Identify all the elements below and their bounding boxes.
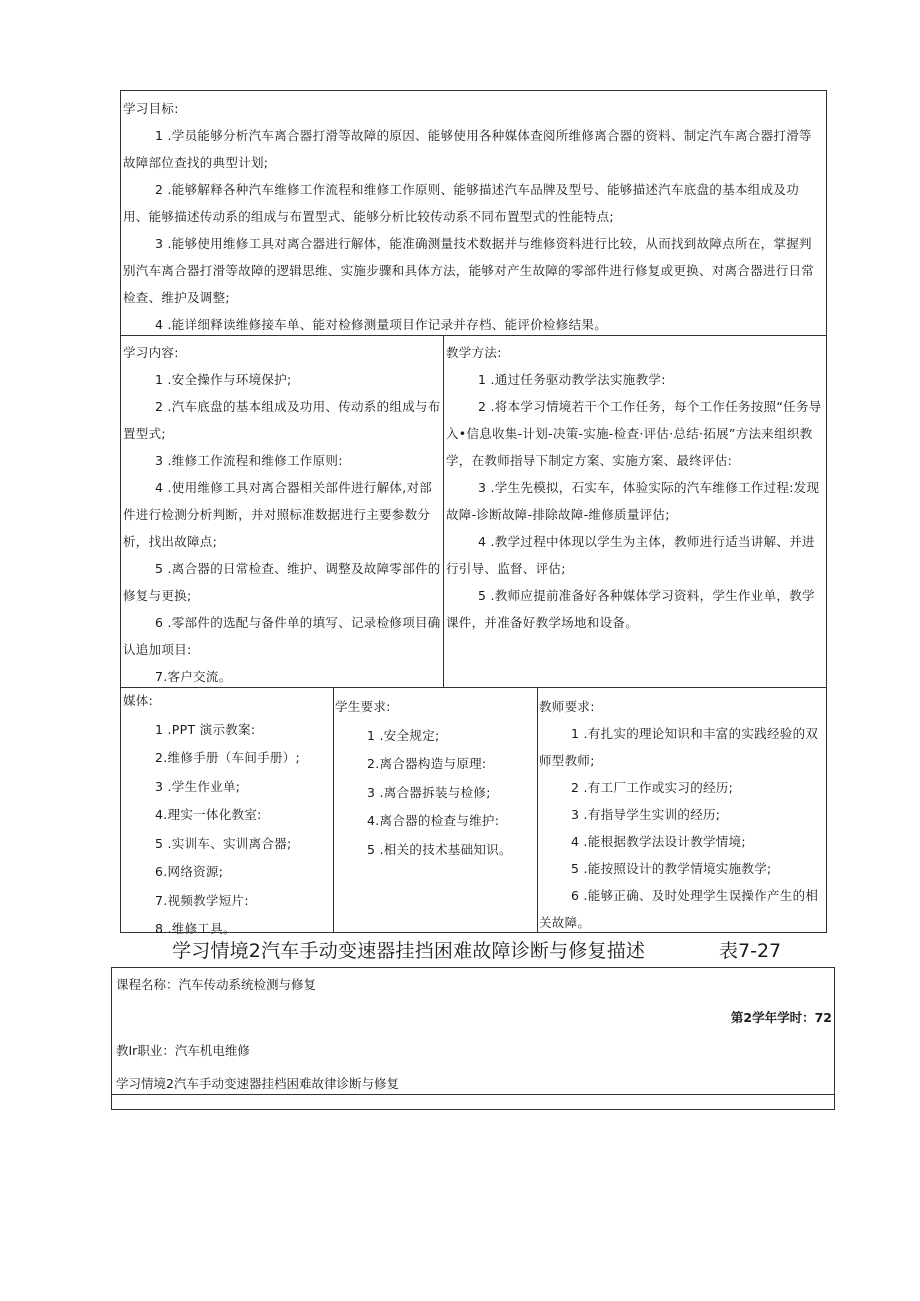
content-item: 2 .汽车底盘的基本组成及功用、传动系的组成与布置型式; [123,399,441,441]
media-item: 5 .实训车、实训离合器; [155,835,292,851]
teacher-item: 2 .有工厂工作或实习的经历; [571,780,734,795]
content-item: 1 .安全操作与环境保护; [155,372,292,387]
teacher-heading: 教师要求: [539,699,595,714]
media-item: 6.网络资源; [155,864,224,879]
media-cell [123,687,331,944]
objective-item: 4 .能详细释读维修接车单、能对检修测量项目作记录并存档、能评价检修结果。 [155,317,608,332]
learning-content-cell [123,339,441,690]
col-divider [443,335,444,687]
objective-item: 1 .学员能够分析汽车离合器打滑等故障的原因、能够使用各种媒体查阅所维修离合器的资料、制定汽车离合器打滑等故障部位查找的典型计划; [123,128,812,170]
media-heading: 媒体: [123,693,154,708]
table-number: 表7-27 [719,940,782,962]
objectives-heading: 学习目标: [123,101,179,116]
content-item: 4 .使用维修工具对离合器相关部件进行解体,对部件进行检测分析判断，并对照标准数据进行主要参数分析，找出故障点; [123,480,433,549]
media-item: 1 .PPT 演示教案: [155,721,256,737]
row-divider [112,1094,834,1095]
student-item: 5 .相关的技术基础知识。 [367,841,512,857]
student-heading: 学生要求: [335,699,391,714]
year-hours: 第2学年学时：72 [730,1010,832,1025]
teacher-item: 1 .有扎实的理论知识和丰富的实践经验的双师型教师; [539,726,819,768]
student-item: 1 .安全规定; [367,727,440,743]
course-description-table [120,90,827,936]
media-item: 7.视频教学短片: [155,892,249,908]
method-item: 3 .学生先模拟，石实车，体验实际的汽车维修工作过程:发现故障-诊断故障-排除故障-维修质量评估; [446,480,820,522]
objective-item: 2 .能够解释各种汽车维修工作流程和维修工作原则、能够描述汽车品牌及型号、能够描述汽车底盘的基本组成及功用、能够描述传动系的组成与布置型式、能够分析比较传动系不同布置型式的性能特点; [123,182,800,224]
teaching-methods-cell [446,339,824,636]
media-item: 8 .维修工具。 [155,921,236,936]
teacher-item: 5 .能按照设计的教学情境实施教学; [571,861,772,876]
method-item: 2 .将本学习情境若干个工作任务，每个工作任务按照“任务导入•信息收集-计划-决策-实施-检查·评估·总结·拓展”方法来组织教学，在教师指导下制定方案、实施方案、最终评估: [446,399,822,468]
course-name: 课程名称：汽车传动系统检测与修复 [116,977,317,992]
media-item: 2.维修手册（车间手册）; [155,750,301,765]
content-item: 7.客户交流。 [155,669,232,684]
method-item: 5 .教师应提前准备好各种媒体学习资料，学生作业单，教学课件，并准备好教学场地和设备。 [446,588,815,630]
col-divider [537,687,538,932]
learning-situation: 学习情境2汽车手动变速器挂档困难故律诊断与修复 [116,1076,399,1091]
method-item: 4 .教学过程中体现以学生为主体，教师进行适当讲解、并进行引导、监督、评估; [446,534,815,576]
content-heading: 学习内容: [123,345,179,360]
course-info-table [111,967,835,1110]
student-item: 2.离合器构造与原理: [367,756,487,771]
media-item: 3 .学生作业单; [155,778,241,794]
student-item: 4.离合器的检查与维护: [367,813,500,828]
media-item: 4.理实一体化教室: [155,807,262,822]
student-item: 3 .离合器拆装与检修; [367,784,491,800]
teacher-item: 3 .有指导学生实训的经历; [571,807,721,822]
method-item: 1 .通过任务驱动教学法实施教学: [478,372,666,387]
content-item: 6 .零部件的选配与备件单的填写、记录检修项目确认追加项目: [123,615,441,657]
content-item: 5 .离合器的日常检查、维护、调整及故障零部件的修复与更换; [123,561,441,603]
teacher-item: 4 .能根据教学法设计教学情境; [571,834,746,849]
table-caption: 学习情境2汽车手动变速器挂挡困难故障诊断与修复描述 [172,940,646,962]
teacher-requirements-cell [539,693,825,936]
learning-objectives-cell [123,95,823,338]
methods-heading: 教学方法: [446,345,502,360]
objective-item: 3 .能够使用维修工具对离合器进行解体，能准确测量技术数据并与维修资料进行比较，从而找到故障点所在，掌握判别汽车离合器打滑等故障的逻辑思维、实施步骤和具体方法，能够对产生故障的零部件进行修复或更换、对离合器进行日常检查、维护及调整; [123,236,815,305]
content-item: 3 .维修工作流程和维修工作原则: [155,453,343,468]
teacher-item: 6 .能够正确、及时处理学生误操作产生的相关故障。 [539,888,819,930]
col-divider [333,687,334,932]
profession: 教Ir职业：汽车机电维修 [116,1043,250,1058]
student-requirements-cell [335,693,535,864]
